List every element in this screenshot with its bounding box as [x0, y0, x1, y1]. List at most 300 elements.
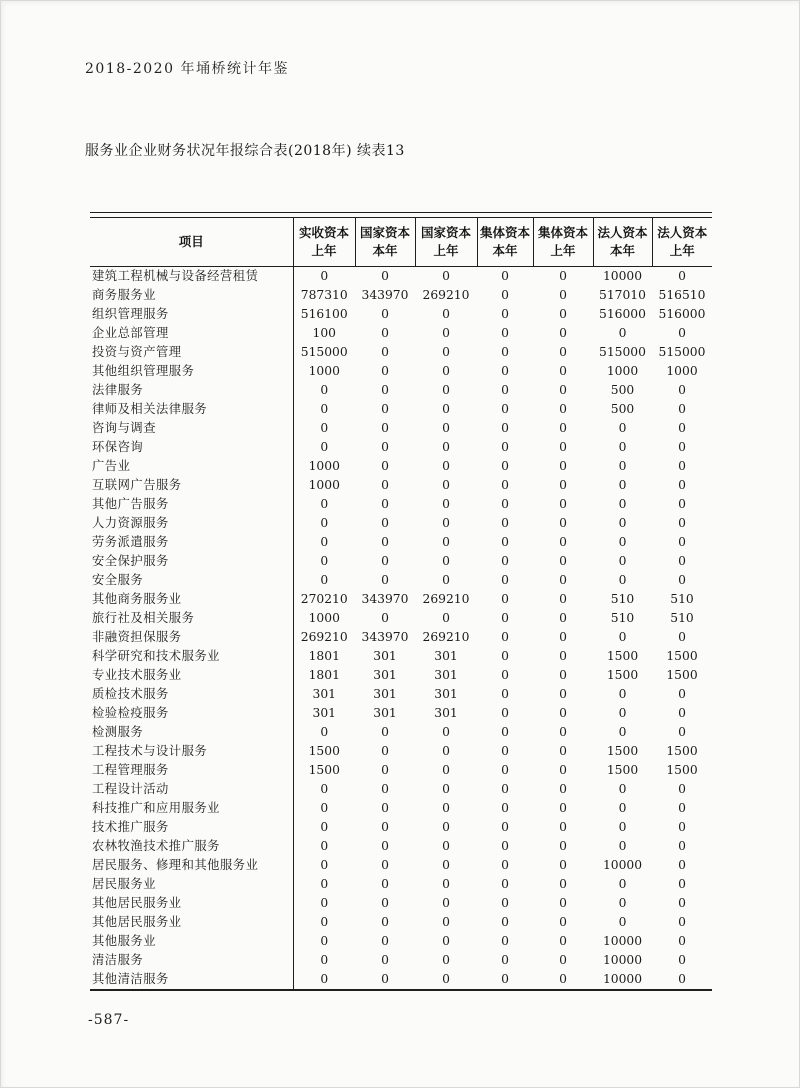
row-value-cell: 0 [559, 383, 567, 397]
row-value-cell: 0 [320, 839, 329, 853]
row-value-cell: 0 [501, 668, 509, 682]
row-value-cell: 1500 [666, 668, 698, 682]
row-value-cell: 0 [559, 820, 567, 834]
row-value-cell: 510 [670, 592, 694, 606]
row-value-cell: 0 [559, 288, 567, 302]
table-header [90, 218, 712, 267]
table-row [90, 267, 712, 287]
row-item-label: 其他居民服务业 [90, 913, 293, 932]
row-value-cell: 301 [434, 649, 458, 663]
row-value-cell: 0 [381, 440, 389, 454]
row-value-cell: 0 [559, 706, 567, 720]
row-value-cell: 0 [618, 440, 627, 454]
row-value-cell: 0 [501, 934, 509, 948]
row-value-cell: 0 [618, 554, 627, 568]
row-value-cell: 0 [381, 744, 389, 758]
row-value-cell: 1500 [606, 668, 639, 682]
table-row [90, 951, 712, 970]
table-row [90, 837, 712, 856]
row-value-cell: 1500 [606, 649, 639, 663]
row-value-cell: 10000 [602, 953, 643, 967]
row-value-cell: 10000 [602, 858, 643, 872]
row-value-cell: 0 [442, 269, 450, 283]
row-value-cell: 0 [559, 345, 567, 359]
row-value-cell: 0 [442, 934, 450, 948]
row-item-label: 广告业 [90, 457, 293, 476]
row-value-cell: 0 [320, 421, 329, 435]
row-value-cell: 0 [559, 459, 567, 473]
row-value-cell: 0 [501, 915, 509, 929]
row-value-cell: 516100 [300, 307, 348, 321]
row-value-cell: 0 [442, 801, 450, 815]
row-value-cell: 0 [381, 554, 389, 568]
row-value-cell: 0 [320, 877, 329, 891]
column-header-line1: 实收资本 [298, 224, 349, 240]
row-value-cell: 0 [320, 953, 329, 967]
row-value-cell: 1000 [606, 364, 639, 378]
row-value-cell: 0 [381, 782, 389, 796]
table-title: 服务业企业财务状况年报综合表(2018年) 续表13 [85, 143, 405, 159]
row-value-cell: 0 [678, 516, 686, 530]
row-item-label: 劳务派遣服务 [90, 533, 293, 552]
row-value-cell: 0 [618, 326, 627, 340]
row-value-cell: 0 [501, 440, 509, 454]
table-row [90, 552, 712, 571]
row-value-cell: 269210 [422, 288, 470, 302]
row-value-cell: 0 [320, 934, 329, 948]
row-value-cell: 510 [610, 611, 635, 625]
table-row [90, 381, 712, 400]
row-value-cell: 0 [381, 326, 389, 340]
row-value-cell: 0 [381, 383, 389, 397]
row-value-cell: 0 [559, 269, 567, 283]
row-value-cell: 0 [618, 497, 627, 511]
row-value-cell: 0 [678, 839, 686, 853]
row-value-cell: 0 [442, 858, 450, 872]
row-value-cell: 0 [381, 402, 389, 416]
row-value-cell: 0 [381, 307, 389, 321]
row-value-cell: 0 [501, 307, 509, 321]
column-header-line1: 法人资本 [597, 224, 648, 240]
row-value-cell: 0 [559, 782, 567, 796]
row-value-cell: 0 [320, 725, 329, 739]
row-value-cell: 0 [442, 516, 450, 530]
row-value-cell: 0 [559, 554, 567, 568]
table-row [90, 286, 712, 305]
row-item-label: 农林牧渔技术推广服务 [90, 837, 293, 856]
row-value-cell: 0 [381, 896, 389, 910]
row-value-cell: 0 [442, 383, 450, 397]
row-value-cell: 0 [501, 516, 509, 530]
row-value-cell: 0 [320, 497, 329, 511]
row-value-cell: 0 [559, 421, 567, 435]
row-value-cell: 0 [678, 402, 686, 416]
row-value-cell: 0 [442, 459, 450, 473]
row-value-cell: 0 [501, 763, 509, 777]
row-value-cell: 0 [559, 687, 567, 701]
row-value-cell: 1000 [666, 364, 698, 378]
row-value-cell: 0 [678, 858, 686, 872]
row-value-cell: 0 [618, 706, 627, 720]
row-value-cell: 0 [320, 269, 329, 283]
table-row [90, 647, 712, 666]
row-value-cell: 0 [320, 972, 329, 986]
row-value-cell: 0 [678, 383, 686, 397]
row-item-label: 非融资担保服务 [90, 628, 293, 647]
row-item-label: 律师及相关法律服务 [90, 400, 293, 419]
row-value-cell: 0 [559, 592, 567, 606]
column-header-line2: 本年 [609, 243, 635, 258]
row-value-cell: 0 [501, 630, 509, 644]
row-value-cell: 0 [678, 478, 686, 492]
row-value-cell: 0 [501, 972, 509, 986]
row-value-cell: 0 [618, 687, 627, 701]
row-item-label: 互联网广告服务 [90, 476, 293, 495]
row-value-cell: 0 [559, 972, 567, 986]
row-value-cell: 269210 [300, 630, 348, 644]
row-value-cell: 269210 [422, 630, 470, 644]
row-item-label: 法律服务 [90, 381, 293, 400]
row-value-cell: 0 [381, 858, 389, 872]
row-value-cell: 0 [320, 858, 329, 872]
row-value-cell: 0 [618, 535, 627, 549]
row-value-cell: 0 [678, 934, 686, 948]
row-value-cell: 0 [559, 497, 567, 511]
table-row [90, 438, 712, 457]
row-item-label: 科学研究和技术服务业 [90, 647, 293, 666]
row-value-cell: 0 [678, 459, 686, 473]
row-value-cell: 0 [442, 573, 450, 587]
column-header-line1: 国家资本 [420, 224, 471, 240]
table-row [90, 571, 712, 590]
row-value-cell: 0 [320, 535, 329, 549]
row-value-cell: 0 [381, 478, 389, 492]
row-value-cell: 1500 [606, 763, 639, 777]
row-value-cell: 0 [559, 535, 567, 549]
row-value-cell: 0 [320, 440, 329, 454]
table-row [90, 761, 712, 780]
row-value-cell: 0 [501, 535, 509, 549]
row-value-cell: 0 [618, 801, 627, 815]
row-value-cell: 1000 [308, 459, 340, 473]
row-value-cell: 0 [559, 402, 567, 416]
row-value-cell: 0 [501, 839, 509, 853]
row-value-cell: 0 [442, 744, 450, 758]
row-value-cell: 1000 [308, 478, 340, 492]
row-value-cell: 0 [501, 383, 509, 397]
row-value-cell: 500 [610, 383, 635, 397]
row-value-cell: 0 [501, 364, 509, 378]
row-item-label: 专业技术服务业 [90, 666, 293, 685]
row-value-cell: 301 [434, 687, 458, 701]
column-header [533, 218, 593, 267]
row-value-cell: 0 [678, 896, 686, 910]
row-value-cell: 0 [381, 459, 389, 473]
row-item-label: 其他组织管理服务 [90, 362, 293, 381]
row-value-cell: 0 [618, 839, 627, 853]
row-value-cell: 0 [678, 630, 686, 644]
row-value-cell: 0 [559, 763, 567, 777]
row-value-cell: 269210 [422, 592, 470, 606]
row-value-cell: 0 [320, 915, 329, 929]
row-value-cell: 500 [610, 402, 635, 416]
row-value-cell: 0 [678, 269, 686, 283]
row-item-label: 人力资源服务 [90, 514, 293, 533]
row-value-cell: 510 [610, 592, 635, 606]
row-value-cell: 0 [381, 915, 389, 929]
row-value-cell: 301 [373, 687, 397, 701]
row-value-cell: 787310 [300, 288, 348, 302]
table-row [90, 457, 712, 476]
row-value-cell: 1500 [308, 763, 340, 777]
row-value-cell: 0 [320, 402, 329, 416]
row-value-cell: 0 [559, 573, 567, 587]
column-header-line1: 国家资本 [359, 224, 410, 240]
row-value-cell: 0 [442, 554, 450, 568]
row-value-cell: 301 [373, 706, 397, 720]
row-value-cell: 516000 [599, 307, 646, 321]
row-value-cell: 10000 [602, 934, 643, 948]
row-value-cell: 510 [670, 611, 694, 625]
row-value-cell: 0 [442, 478, 450, 492]
row-value-cell: 515000 [300, 345, 348, 359]
row-value-cell: 0 [501, 592, 509, 606]
row-value-cell: 0 [381, 535, 389, 549]
row-value-cell: 0 [559, 478, 567, 492]
row-item-label: 科技推广和应用服务业 [90, 799, 293, 818]
row-item-label: 投资与资产管理 [90, 343, 293, 362]
row-value-cell: 0 [381, 421, 389, 435]
row-value-cell: 0 [442, 497, 450, 511]
row-value-cell: 0 [501, 877, 509, 891]
row-value-cell: 0 [501, 896, 509, 910]
row-value-cell: 0 [320, 383, 329, 397]
row-value-cell: 301 [312, 706, 336, 720]
row-value-cell: 1000 [308, 364, 340, 378]
row-value-cell: 1500 [606, 744, 639, 758]
row-item-label: 安全服务 [90, 571, 293, 590]
row-value-cell: 0 [678, 725, 686, 739]
row-value-cell: 0 [678, 706, 686, 720]
row-value-cell: 0 [320, 782, 329, 796]
row-value-cell: 0 [442, 402, 450, 416]
row-item-label: 企业总部管理 [90, 324, 293, 343]
row-value-cell: 0 [501, 269, 509, 283]
row-value-cell: 0 [501, 744, 509, 758]
row-value-cell: 0 [678, 497, 686, 511]
book-title: 2018-2020 年埇桥统计年鉴 [85, 61, 289, 77]
row-item-label: 商务服务业 [90, 286, 293, 305]
row-item-label: 工程技术与设计服务 [90, 742, 293, 761]
column-header-line2: 上年 [311, 243, 337, 258]
table-row [90, 799, 712, 818]
row-value-cell: 0 [442, 345, 450, 359]
column-header-line2: 本年 [372, 243, 398, 258]
row-value-cell: 0 [559, 896, 567, 910]
table-row [90, 704, 712, 723]
row-value-cell: 0 [559, 858, 567, 872]
table-row [90, 514, 712, 533]
row-value-cell: 0 [559, 630, 567, 644]
table-row [90, 685, 712, 704]
row-value-cell: 301 [312, 687, 336, 701]
row-value-cell: 0 [559, 611, 567, 625]
row-item-label: 其他服务业 [90, 932, 293, 951]
row-value-cell: 0 [501, 725, 509, 739]
row-value-cell: 0 [381, 820, 389, 834]
row-value-cell: 0 [442, 307, 450, 321]
row-value-cell: 1500 [308, 744, 340, 758]
table-row [90, 666, 712, 685]
row-value-cell: 301 [434, 706, 458, 720]
row-value-cell: 0 [559, 915, 567, 929]
row-value-cell: 0 [559, 725, 567, 739]
table-row [90, 533, 712, 552]
row-value-cell: 0 [381, 611, 389, 625]
row-value-cell: 10000 [602, 269, 643, 283]
row-value-cell: 0 [559, 744, 567, 758]
row-value-cell: 0 [678, 820, 686, 834]
row-value-cell: 0 [320, 516, 329, 530]
row-value-cell: 301 [434, 668, 458, 682]
row-value-cell: 0 [381, 516, 389, 530]
row-value-cell: 0 [442, 820, 450, 834]
row-value-cell: 0 [501, 326, 509, 340]
row-value-cell: 0 [442, 326, 450, 340]
row-item-label: 其他清洁服务 [90, 970, 293, 990]
row-value-cell: 0 [442, 839, 450, 853]
row-item-label: 检验检疫服务 [90, 704, 293, 723]
row-value-cell: 0 [678, 535, 686, 549]
row-value-cell: 0 [559, 877, 567, 891]
row-value-cell: 0 [442, 725, 450, 739]
row-value-cell: 0 [501, 782, 509, 796]
column-header [355, 218, 415, 267]
row-value-cell: 0 [618, 820, 627, 834]
column-header-line1: 法人资本 [657, 224, 708, 240]
table-row [90, 856, 712, 875]
row-value-cell: 0 [678, 877, 686, 891]
row-value-cell: 0 [381, 839, 389, 853]
column-header [477, 218, 533, 267]
row-value-cell: 0 [320, 896, 329, 910]
row-value-cell: 0 [501, 953, 509, 967]
row-value-cell: 0 [678, 782, 686, 796]
table-row [90, 628, 712, 647]
row-value-cell: 0 [559, 934, 567, 948]
page-number: -587- [88, 1012, 130, 1028]
table-row [90, 495, 712, 514]
table-row [90, 913, 712, 932]
column-header-line1: 集体资本 [537, 224, 588, 240]
row-value-cell: 0 [678, 915, 686, 929]
row-value-cell: 0 [618, 459, 627, 473]
row-value-cell: 301 [373, 668, 397, 682]
row-item-label: 咨询与调查 [90, 419, 293, 438]
row-item-label: 居民服务、修理和其他服务业 [90, 856, 293, 875]
row-value-cell: 0 [618, 516, 627, 530]
row-value-cell: 0 [501, 459, 509, 473]
row-value-cell: 0 [320, 820, 329, 834]
row-value-cell: 0 [442, 763, 450, 777]
row-value-cell: 0 [678, 687, 686, 701]
row-item-label: 其他商务服务业 [90, 590, 293, 609]
column-header-item: 项目 [90, 218, 293, 267]
row-value-cell: 516000 [658, 307, 706, 321]
table-row [90, 324, 712, 343]
row-value-cell: 0 [618, 573, 627, 587]
row-value-cell: 0 [678, 972, 686, 986]
row-value-cell: 0 [559, 649, 567, 663]
row-value-cell: 0 [381, 345, 389, 359]
row-value-cell: 0 [559, 839, 567, 853]
row-item-label: 质检技术服务 [90, 685, 293, 704]
row-item-label: 工程设计活动 [90, 780, 293, 799]
row-value-cell: 0 [618, 630, 627, 644]
row-value-cell: 0 [559, 364, 567, 378]
row-value-cell: 0 [501, 820, 509, 834]
row-value-cell: 0 [381, 497, 389, 511]
table-row [90, 818, 712, 837]
row-value-cell: 0 [501, 687, 509, 701]
row-value-cell: 0 [618, 896, 627, 910]
row-value-cell: 0 [501, 345, 509, 359]
row-value-cell: 0 [559, 668, 567, 682]
table-row [90, 476, 712, 495]
column-header [415, 218, 477, 267]
row-value-cell: 0 [501, 573, 509, 587]
row-item-label: 技术推广服务 [90, 818, 293, 837]
table-body [90, 267, 712, 991]
column-header [293, 218, 355, 267]
row-item-label: 清洁服务 [90, 951, 293, 970]
column-header [652, 218, 712, 267]
table-row [90, 970, 712, 990]
table-row [90, 780, 712, 799]
row-value-cell: 0 [618, 725, 627, 739]
row-value-cell: 516510 [658, 288, 706, 302]
row-item-label: 居民服务业 [90, 875, 293, 894]
row-value-cell: 517010 [599, 288, 646, 302]
row-value-cell: 0 [678, 554, 686, 568]
table-row [90, 609, 712, 628]
table-row [90, 362, 712, 381]
column-header [593, 218, 652, 267]
row-value-cell: 0 [501, 858, 509, 872]
table-row [90, 723, 712, 742]
row-value-cell: 515000 [658, 345, 706, 359]
row-value-cell: 0 [559, 307, 567, 321]
row-value-cell: 0 [559, 953, 567, 967]
row-value-cell: 0 [381, 364, 389, 378]
row-value-cell: 0 [381, 269, 389, 283]
row-item-label: 检测服务 [90, 723, 293, 742]
row-value-cell: 0 [501, 554, 509, 568]
row-item-label: 环保咨询 [90, 438, 293, 457]
row-value-cell: 0 [501, 402, 509, 416]
row-value-cell: 0 [381, 972, 389, 986]
row-item-label: 其他居民服务业 [90, 894, 293, 913]
table-row [90, 932, 712, 951]
row-value-cell: 0 [442, 953, 450, 967]
row-value-cell: 0 [442, 896, 450, 910]
table-row [90, 590, 712, 609]
row-value-cell: 301 [373, 649, 397, 663]
row-value-cell: 0 [442, 535, 450, 549]
row-value-cell: 0 [320, 554, 329, 568]
row-value-cell: 0 [442, 421, 450, 435]
row-value-cell: 0 [618, 478, 627, 492]
